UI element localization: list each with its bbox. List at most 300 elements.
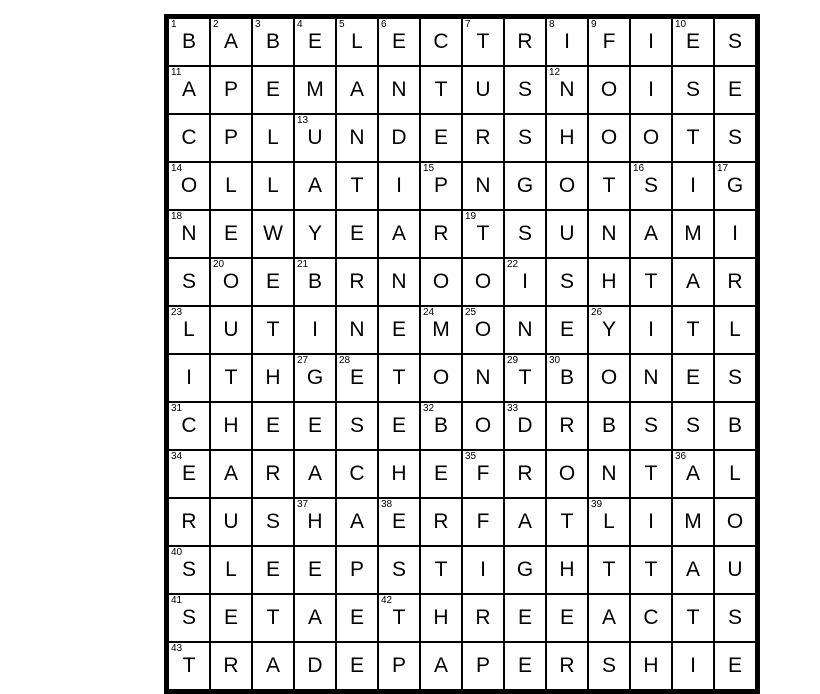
grid-cell[interactable] — [504, 162, 546, 210]
cell-letter: P — [475, 654, 490, 677]
grid-cell[interactable] — [672, 162, 714, 210]
grid-cell[interactable] — [672, 114, 714, 162]
grid-cell[interactable] — [546, 306, 588, 354]
cell-letter: O — [558, 174, 576, 197]
grid-cell[interactable] — [420, 17, 462, 67]
grid-cell[interactable] — [167, 210, 211, 258]
grid-cell[interactable] — [546, 114, 588, 162]
cell-letter: T — [476, 222, 490, 245]
grid-cell[interactable] — [714, 258, 758, 306]
grid-cell[interactable] — [378, 354, 420, 402]
cell-letter: E — [265, 78, 280, 101]
cell-letter: B — [307, 270, 322, 293]
grid-cell[interactable] — [462, 450, 504, 498]
grid-cell[interactable] — [630, 594, 672, 642]
grid-cell[interactable] — [504, 498, 546, 546]
grid-cell[interactable] — [336, 402, 378, 450]
grid-row — [167, 402, 758, 450]
cell-letter: M — [432, 318, 450, 341]
grid-cell[interactable] — [252, 210, 294, 258]
grid-cell[interactable] — [672, 594, 714, 642]
grid-cell[interactable] — [546, 66, 588, 114]
grid-cell[interactable] — [210, 498, 252, 546]
grid-cell[interactable] — [672, 546, 714, 594]
grid-cell[interactable] — [167, 546, 211, 594]
cell-number: 6 — [381, 19, 387, 30]
grid-cell[interactable] — [420, 546, 462, 594]
grid-cell[interactable] — [167, 17, 211, 67]
grid-cell[interactable] — [378, 546, 420, 594]
grid-cell[interactable] — [294, 114, 336, 162]
grid-cell[interactable] — [167, 498, 211, 546]
cell-letter: T — [518, 366, 532, 389]
cell-number: 2 — [213, 19, 219, 30]
grid-cell[interactable] — [630, 642, 672, 692]
grid-cell[interactable] — [210, 210, 252, 258]
grid-cell[interactable] — [378, 498, 420, 546]
grid-cell[interactable] — [672, 306, 714, 354]
cell-letter: R — [433, 222, 449, 245]
grid-cell[interactable] — [294, 210, 336, 258]
grid-cell[interactable] — [630, 546, 672, 594]
grid-cell[interactable] — [714, 210, 758, 258]
grid-cell[interactable] — [252, 402, 294, 450]
crossword-grid[interactable] — [164, 14, 760, 694]
cell-letter: E — [727, 78, 742, 101]
grid-cell[interactable] — [167, 306, 211, 354]
cell-letter: O — [558, 462, 576, 485]
cell-letter: T — [602, 174, 616, 197]
grid-cell[interactable] — [210, 114, 252, 162]
grid-row — [167, 594, 758, 642]
grid-cell[interactable] — [504, 594, 546, 642]
grid-cell[interactable] — [672, 210, 714, 258]
cell-letter: U — [475, 78, 491, 101]
grid-cell[interactable] — [167, 354, 211, 402]
grid-cell[interactable] — [210, 162, 252, 210]
grid-cell[interactable] — [588, 306, 630, 354]
cell-letter: A — [307, 606, 322, 629]
grid-cell[interactable] — [420, 642, 462, 692]
cell-letter: S — [391, 558, 406, 581]
grid-cell[interactable] — [294, 546, 336, 594]
grid-cell[interactable] — [546, 17, 588, 67]
grid-cell[interactable] — [252, 594, 294, 642]
grid-cell[interactable] — [630, 66, 672, 114]
grid-cell[interactable] — [420, 162, 462, 210]
cell-letter: O — [474, 414, 492, 437]
grid-cell[interactable] — [504, 66, 546, 114]
grid-cell[interactable] — [210, 450, 252, 498]
grid-cell[interactable] — [504, 306, 546, 354]
grid-cell[interactable] — [378, 450, 420, 498]
grid-cell[interactable] — [252, 354, 294, 402]
cell-letter: U — [727, 558, 743, 581]
grid-cell[interactable] — [588, 450, 630, 498]
grid-cell[interactable] — [378, 162, 420, 210]
grid-cell[interactable] — [336, 642, 378, 692]
grid-cell[interactable] — [630, 450, 672, 498]
grid-cell[interactable] — [167, 594, 211, 642]
grid-cell[interactable] — [336, 498, 378, 546]
grid-cell[interactable] — [294, 306, 336, 354]
cell-number: 42 — [381, 595, 393, 606]
grid-cell[interactable] — [588, 17, 630, 67]
grid-cell[interactable] — [167, 642, 211, 692]
grid-cell[interactable] — [462, 594, 504, 642]
cell-letter: E — [433, 126, 448, 149]
grid-cell[interactable] — [420, 402, 462, 450]
cell-number: 12 — [549, 67, 561, 78]
cell-number: 18 — [171, 211, 183, 222]
grid-cell[interactable] — [546, 498, 588, 546]
grid-cell[interactable] — [462, 114, 504, 162]
cell-number: 26 — [591, 307, 603, 318]
cell-letter: A — [181, 78, 196, 101]
grid-row — [167, 354, 758, 402]
cell-letter: R — [475, 606, 491, 629]
grid-cell[interactable] — [714, 17, 758, 67]
grid-cell[interactable] — [210, 17, 252, 67]
grid-cell[interactable] — [378, 594, 420, 642]
cell-letter: N — [349, 126, 365, 149]
grid-cell[interactable] — [462, 306, 504, 354]
cell-letter: A — [685, 270, 700, 293]
cell-letter: R — [433, 510, 449, 533]
grid-cell[interactable] — [714, 306, 758, 354]
grid-cell[interactable] — [294, 162, 336, 210]
cell-letter: S — [727, 366, 742, 389]
cell-number: 39 — [591, 499, 603, 510]
cell-letter: S — [727, 126, 742, 149]
grid-cell[interactable] — [294, 354, 336, 402]
grid-cell[interactable] — [167, 450, 211, 498]
grid-cell[interactable] — [252, 450, 294, 498]
grid-cell[interactable] — [336, 17, 378, 67]
grid-cell[interactable] — [714, 354, 758, 402]
grid-cell[interactable] — [546, 402, 588, 450]
grid-cell[interactable] — [420, 450, 462, 498]
cell-letter: U — [223, 510, 239, 533]
grid-cell[interactable] — [588, 594, 630, 642]
cell-letter: E — [391, 510, 406, 533]
grid-cell[interactable] — [294, 594, 336, 642]
grid-cell[interactable] — [588, 162, 630, 210]
grid-cell[interactable] — [167, 162, 211, 210]
grid-cell[interactable] — [420, 354, 462, 402]
grid-cell[interactable] — [336, 258, 378, 306]
grid-cell[interactable] — [672, 17, 714, 67]
grid-cell[interactable] — [462, 17, 504, 67]
grid-cell[interactable] — [336, 450, 378, 498]
cell-letter: S — [685, 78, 700, 101]
grid-row — [167, 210, 758, 258]
grid-cell[interactable] — [588, 258, 630, 306]
cell-letter: T — [686, 126, 700, 149]
cell-number: 1 — [171, 19, 177, 30]
cell-letter: E — [307, 414, 322, 437]
cell-number: 8 — [549, 19, 555, 30]
grid-cell[interactable] — [588, 354, 630, 402]
cell-letter: N — [391, 270, 407, 293]
grid-cell[interactable] — [420, 306, 462, 354]
grid-cell[interactable] — [462, 66, 504, 114]
cell-letter: C — [181, 126, 197, 149]
cell-letter: A — [349, 78, 364, 101]
cell-letter: G — [516, 558, 534, 581]
cell-letter: N — [601, 222, 617, 245]
cell-letter: S — [559, 270, 574, 293]
cell-letter: I — [732, 222, 738, 245]
grid-cell[interactable] — [336, 546, 378, 594]
cell-letter: I — [564, 30, 570, 53]
grid-cell[interactable] — [420, 66, 462, 114]
grid-cell[interactable] — [252, 66, 294, 114]
cell-letter: B — [433, 414, 448, 437]
cell-letter: N — [517, 318, 533, 341]
grid-cell[interactable] — [546, 162, 588, 210]
grid-cell[interactable] — [588, 210, 630, 258]
grid-cell[interactable] — [714, 546, 758, 594]
grid-cell[interactable] — [630, 114, 672, 162]
cell-letter: S — [685, 414, 700, 437]
grid-cell[interactable] — [714, 450, 758, 498]
grid-cell[interactable] — [252, 162, 294, 210]
grid-cell[interactable] — [462, 498, 504, 546]
grid-cell[interactable] — [210, 642, 252, 692]
grid-cell[interactable] — [462, 162, 504, 210]
cell-letter: R — [727, 270, 743, 293]
grid-cell[interactable] — [252, 114, 294, 162]
grid-cell[interactable] — [210, 402, 252, 450]
grid-cell[interactable] — [546, 546, 588, 594]
cell-letter: R — [349, 270, 365, 293]
cell-letter: E — [559, 606, 574, 629]
grid-cell[interactable] — [378, 114, 420, 162]
grid-cell[interactable] — [588, 498, 630, 546]
grid-cell[interactable] — [546, 354, 588, 402]
grid-cell[interactable] — [336, 114, 378, 162]
grid-cell[interactable] — [462, 354, 504, 402]
grid-cell[interactable] — [210, 258, 252, 306]
grid-cell[interactable] — [336, 210, 378, 258]
grid-cell[interactable] — [462, 546, 504, 594]
grid-cell[interactable] — [252, 306, 294, 354]
cell-letter: O — [180, 174, 198, 197]
cell-letter: E — [391, 30, 406, 53]
cell-number: 29 — [507, 355, 519, 366]
grid-cell[interactable] — [714, 594, 758, 642]
cell-letter: I — [396, 174, 402, 197]
cell-letter: H — [559, 558, 575, 581]
grid-cell[interactable] — [294, 17, 336, 67]
cell-letter: P — [223, 78, 238, 101]
grid-cell[interactable] — [420, 258, 462, 306]
grid-cell[interactable] — [210, 66, 252, 114]
grid-cell[interactable] — [378, 306, 420, 354]
cell-letter: A — [265, 654, 280, 677]
cell-letter: N — [349, 318, 365, 341]
cell-letter: O — [726, 510, 744, 533]
cell-number: 40 — [171, 547, 183, 558]
cell-letter: L — [729, 462, 741, 485]
cell-letter: S — [517, 126, 532, 149]
cell-letter: S — [517, 78, 532, 101]
grid-cell[interactable] — [504, 354, 546, 402]
grid-cell[interactable] — [252, 642, 294, 692]
grid-cell[interactable] — [336, 354, 378, 402]
cell-letter: H — [559, 126, 575, 149]
grid-cell[interactable] — [672, 354, 714, 402]
grid-cell[interactable] — [378, 258, 420, 306]
grid-cell[interactable] — [252, 17, 294, 67]
grid-cell[interactable] — [294, 450, 336, 498]
grid-cell[interactable] — [252, 498, 294, 546]
cell-letter: C — [643, 606, 659, 629]
cell-number: 25 — [465, 307, 477, 318]
cell-letter: O — [600, 126, 618, 149]
grid-cell[interactable] — [294, 498, 336, 546]
grid-cell[interactable] — [504, 402, 546, 450]
grid-cell[interactable] — [630, 498, 672, 546]
grid-cell[interactable] — [546, 642, 588, 692]
grid-cell[interactable] — [714, 498, 758, 546]
cell-letter: F — [602, 30, 616, 53]
grid-cell[interactable] — [420, 114, 462, 162]
grid-cell[interactable] — [630, 162, 672, 210]
grid-cell[interactable] — [546, 258, 588, 306]
grid-cell[interactable] — [504, 17, 546, 67]
cell-letter: L — [603, 510, 615, 533]
grid-row — [167, 114, 758, 162]
grid-cell[interactable] — [714, 162, 758, 210]
cell-letter: T — [434, 558, 448, 581]
grid-cell[interactable] — [714, 114, 758, 162]
grid-cell[interactable] — [294, 402, 336, 450]
grid-cell[interactable] — [378, 402, 420, 450]
grid-cell[interactable] — [630, 258, 672, 306]
grid-cell[interactable] — [504, 210, 546, 258]
cell-letter: A — [349, 510, 364, 533]
cell-letter: S — [349, 414, 364, 437]
grid-cell[interactable] — [252, 258, 294, 306]
grid-cell[interactable] — [630, 210, 672, 258]
grid-cell[interactable] — [167, 66, 211, 114]
cell-letter: T — [686, 606, 700, 629]
cell-number: 28 — [339, 355, 351, 366]
grid-cell[interactable] — [378, 642, 420, 692]
grid-cell[interactable] — [588, 642, 630, 692]
cell-letter: N — [391, 78, 407, 101]
cell-letter: B — [601, 414, 616, 437]
grid-cell[interactable] — [546, 594, 588, 642]
cell-letter: N — [181, 222, 197, 245]
grid-cell[interactable] — [462, 210, 504, 258]
grid-cell[interactable] — [588, 66, 630, 114]
grid-cell[interactable] — [336, 66, 378, 114]
cell-letter: R — [181, 510, 197, 533]
cell-letter: E — [223, 606, 238, 629]
grid-cell[interactable] — [420, 210, 462, 258]
grid-cell[interactable] — [420, 498, 462, 546]
grid-row — [167, 162, 758, 210]
grid-cell[interactable] — [714, 66, 758, 114]
grid-cell[interactable] — [210, 306, 252, 354]
grid-cell[interactable] — [167, 258, 211, 306]
cell-letter: A — [685, 558, 700, 581]
grid-cell[interactable] — [588, 546, 630, 594]
grid-cell[interactable] — [588, 402, 630, 450]
grid-cell[interactable] — [210, 546, 252, 594]
grid-cell[interactable] — [504, 258, 546, 306]
grid-cell[interactable] — [672, 498, 714, 546]
grid-cell[interactable] — [462, 642, 504, 692]
grid-cell[interactable] — [504, 546, 546, 594]
grid-cell[interactable] — [336, 594, 378, 642]
grid-cell[interactable] — [714, 642, 758, 692]
cell-letter: E — [307, 30, 322, 53]
cell-letter: H — [433, 606, 449, 629]
cell-letter: S — [601, 654, 616, 677]
grid-cell[interactable] — [210, 594, 252, 642]
grid-cell[interactable] — [294, 642, 336, 692]
grid-cell[interactable] — [462, 402, 504, 450]
grid-cell[interactable] — [167, 402, 211, 450]
cell-letter: S — [727, 30, 742, 53]
grid-cell[interactable] — [672, 642, 714, 692]
grid-cell[interactable] — [630, 17, 672, 67]
grid-cell[interactable] — [294, 66, 336, 114]
grid-cell[interactable] — [378, 66, 420, 114]
grid-cell[interactable] — [504, 114, 546, 162]
grid-cell[interactable] — [672, 66, 714, 114]
grid-cell[interactable] — [336, 306, 378, 354]
cell-number: 17 — [717, 163, 729, 174]
grid-cell[interactable] — [546, 450, 588, 498]
grid-cell[interactable] — [167, 114, 211, 162]
grid-cell[interactable] — [294, 258, 336, 306]
cell-letter: H — [601, 270, 617, 293]
grid-cell[interactable] — [630, 402, 672, 450]
grid-cell[interactable] — [546, 210, 588, 258]
grid-cell[interactable] — [588, 114, 630, 162]
grid-cell[interactable] — [462, 258, 504, 306]
grid-cell[interactable] — [714, 402, 758, 450]
cell-letter: L — [351, 30, 363, 53]
cell-letter: T — [392, 606, 406, 629]
cell-letter: E — [265, 414, 280, 437]
grid-cell[interactable] — [672, 402, 714, 450]
grid-cell[interactable] — [210, 354, 252, 402]
grid-cell[interactable] — [672, 258, 714, 306]
grid-cell[interactable] — [672, 450, 714, 498]
grid-cell[interactable] — [420, 594, 462, 642]
grid-cell[interactable] — [630, 306, 672, 354]
grid-cell[interactable] — [378, 17, 420, 67]
grid-cell[interactable] — [336, 162, 378, 210]
grid-cell[interactable] — [630, 354, 672, 402]
cell-letter: T — [686, 318, 700, 341]
grid-cell[interactable] — [504, 450, 546, 498]
cell-letter: A — [223, 462, 238, 485]
cell-letter: N — [475, 366, 491, 389]
cell-letter: H — [391, 462, 407, 485]
cell-letter: E — [349, 606, 364, 629]
grid-cell[interactable] — [504, 642, 546, 692]
grid-cell[interactable] — [252, 546, 294, 594]
grid-cell[interactable] — [378, 210, 420, 258]
cell-letter: N — [559, 78, 575, 101]
